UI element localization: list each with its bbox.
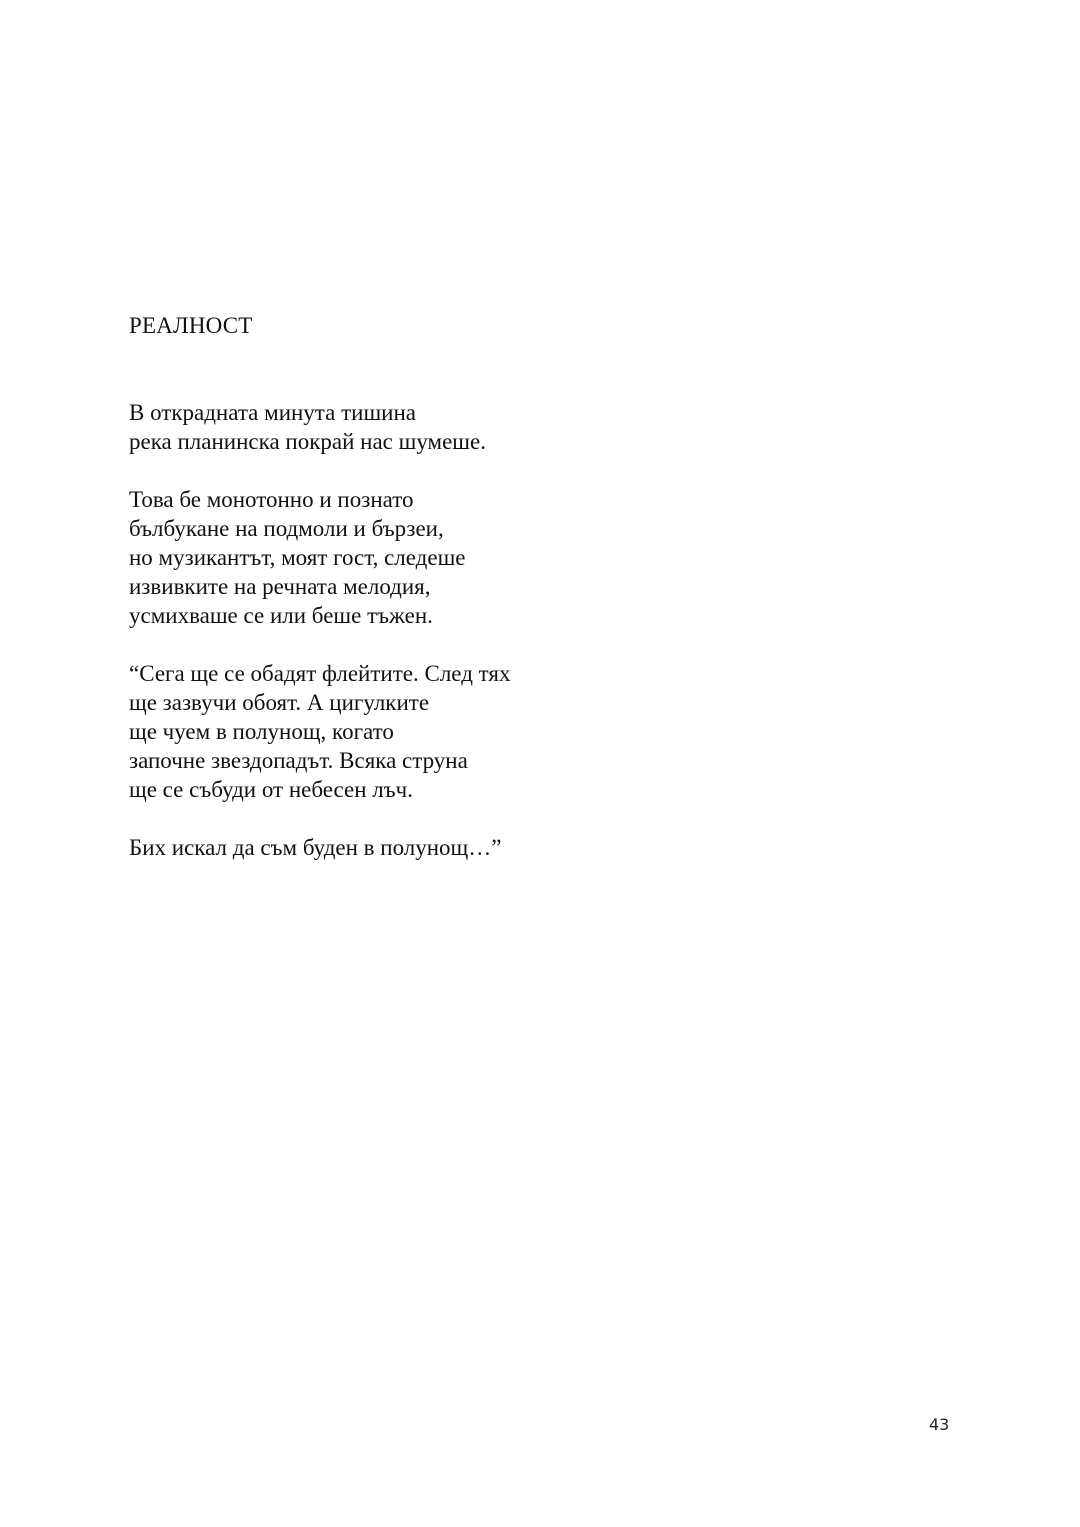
poem-line: Бих искал да съм буден в полунощ…” <box>129 835 502 860</box>
poem-line: ще се събуди от небесен лъч. <box>129 777 413 802</box>
stanza-1 <box>129 398 511 456</box>
stanza-4 <box>129 833 511 862</box>
poem-line: река планинска покрай нас шумеше. <box>129 429 486 454</box>
poem-line: бълбукане на подмоли и бързеи, <box>129 516 444 541</box>
poem-line: “Сега ще се обадят флейтите. След тях <box>129 661 511 686</box>
poem-line: извивките на речната мелодия, <box>129 574 431 599</box>
stanza-3 <box>129 659 511 804</box>
poem-title: РЕАЛНОСТ <box>129 313 253 338</box>
poem-line: започне звездопадът. Всяка струна <box>129 748 468 773</box>
page-number: 43 <box>929 1415 950 1434</box>
poem-line: ще зазвучи обоят. А цигулките <box>129 690 430 715</box>
poem-line: но музикантът, моят гост, следеше <box>129 545 466 570</box>
poem-line: усмихваше се или беше тъжен. <box>129 603 433 628</box>
stanza-2 <box>129 485 511 630</box>
poem-line: В открадната минута тишина <box>129 400 416 425</box>
poem-body <box>129 398 511 891</box>
poem-line: Това бе монотонно и познато <box>129 487 414 512</box>
poem-line: ще чуем в полунощ, когато <box>129 719 394 744</box>
